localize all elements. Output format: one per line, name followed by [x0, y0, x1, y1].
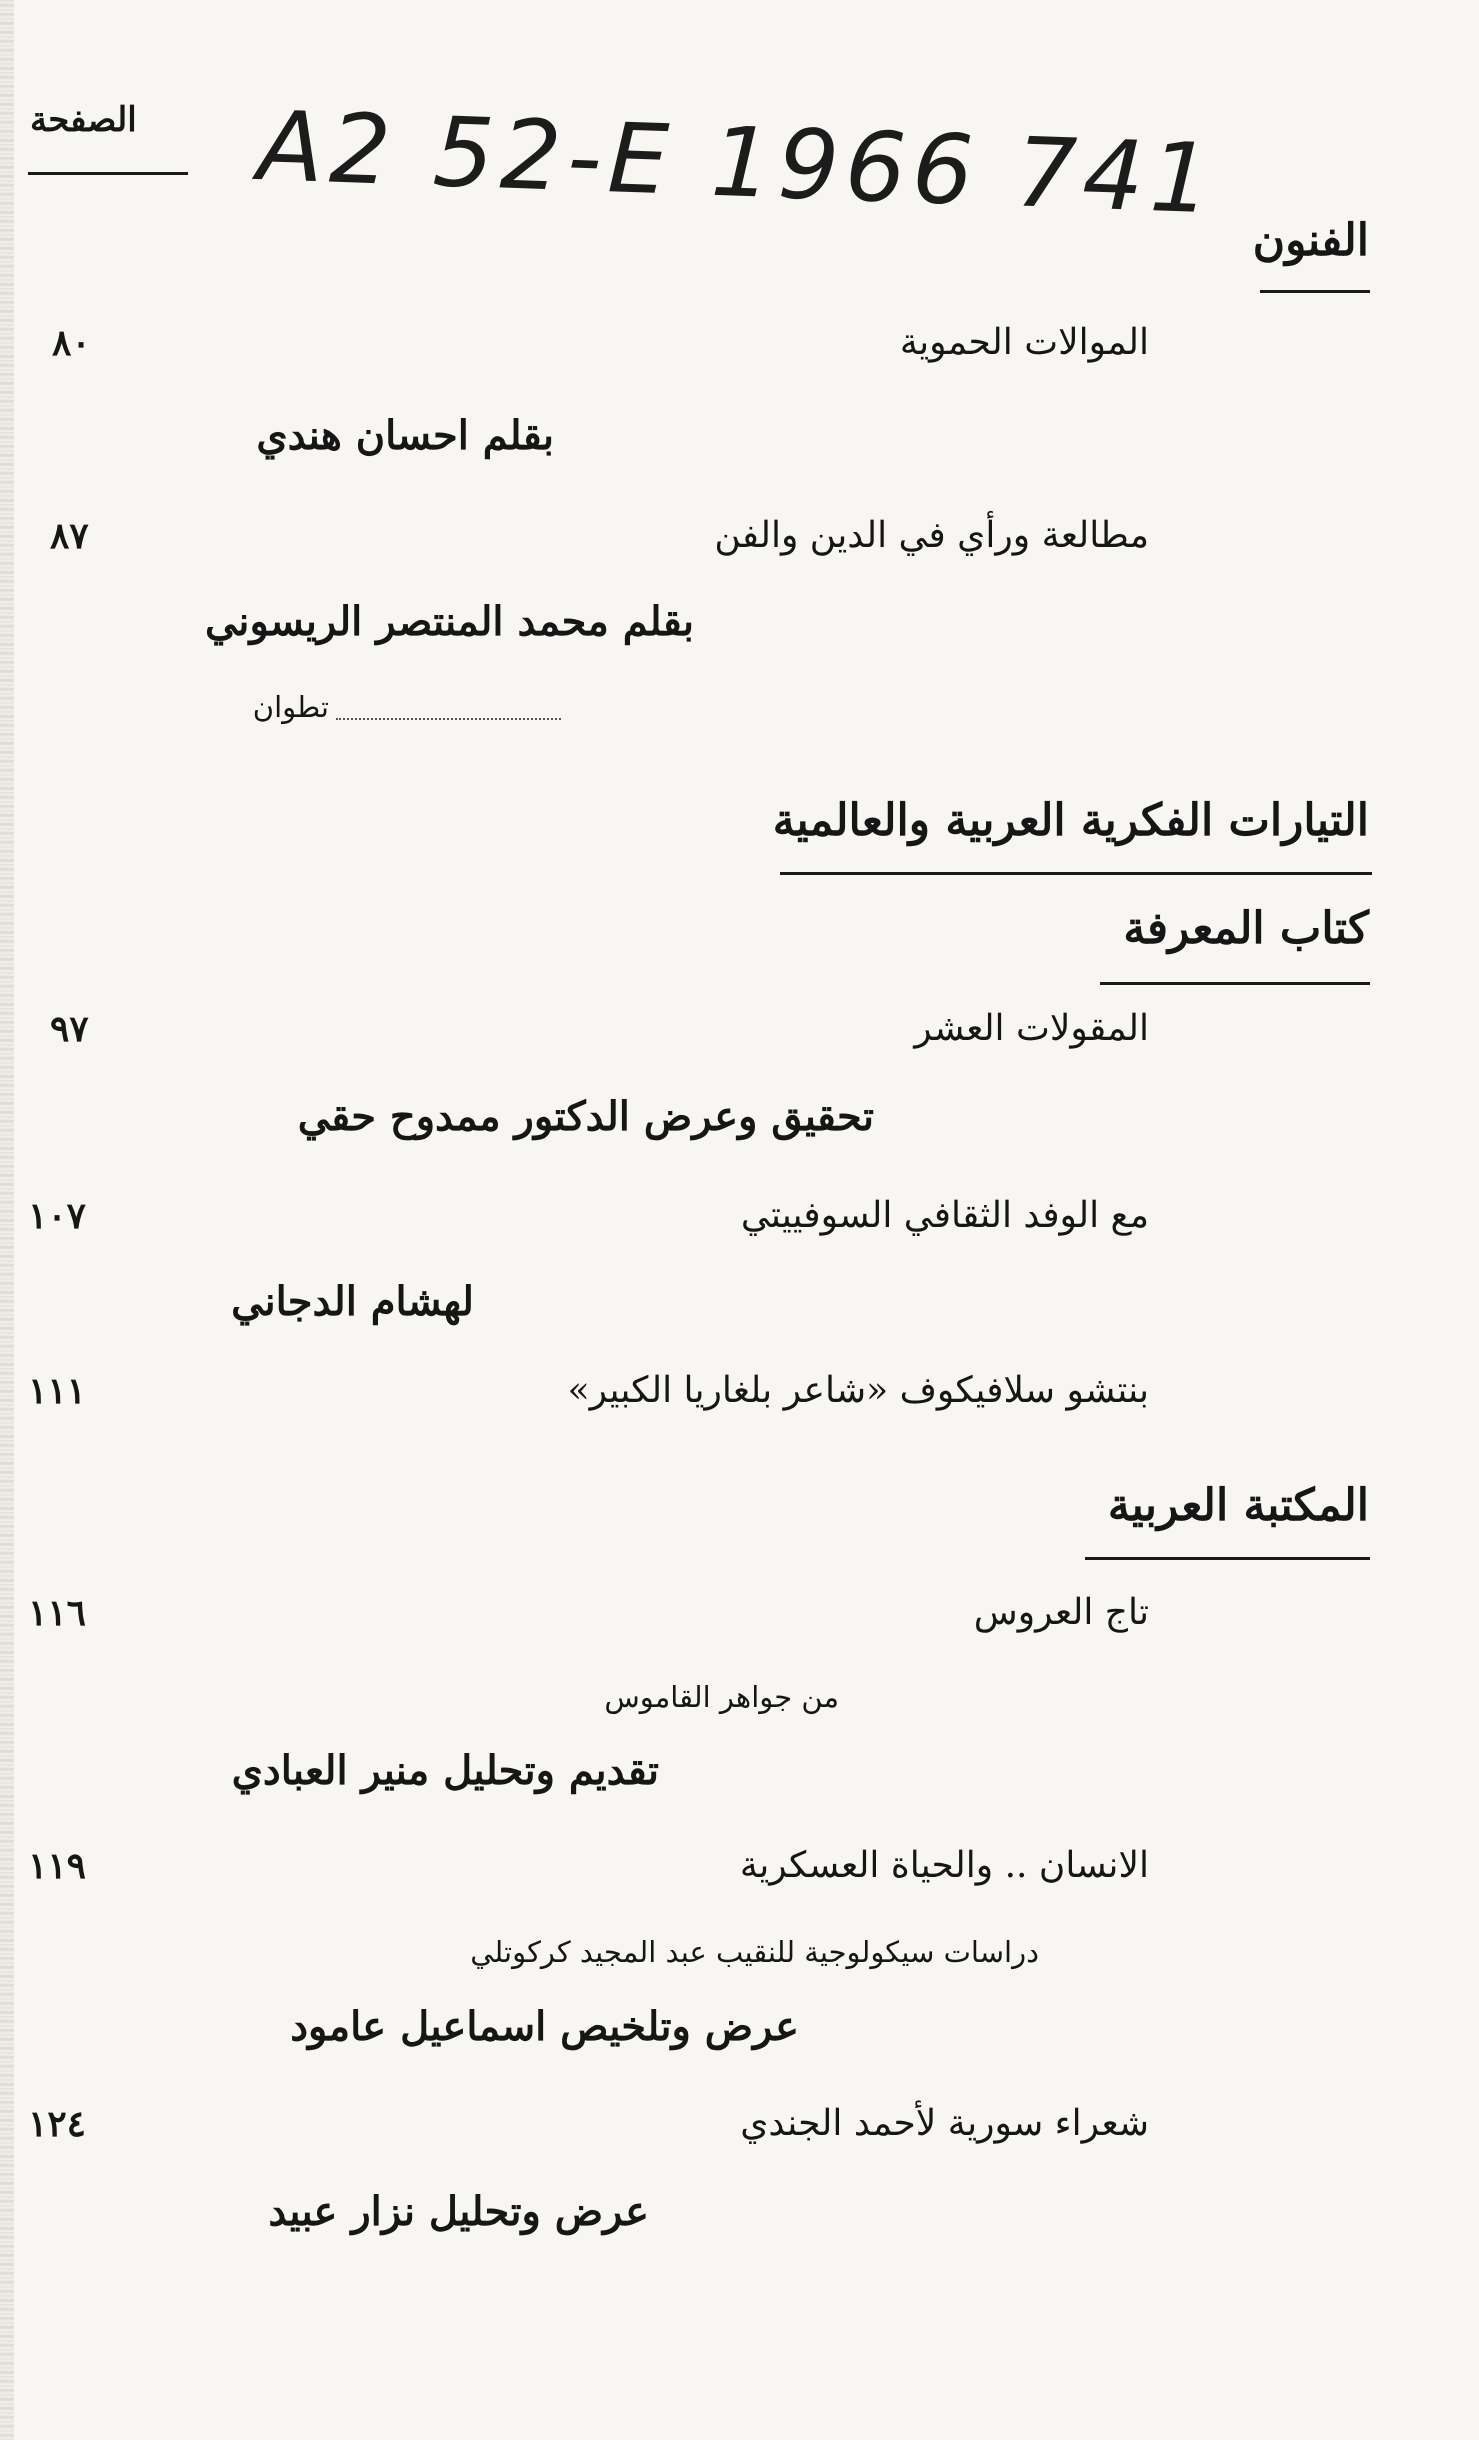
- entry-title: مطالعة ورأي في الدين والفن: [714, 515, 1149, 556]
- entry-author: عرض وتلخيص اسماعيل عامود: [290, 2003, 799, 2050]
- entry-subtitle: من جواهر القاموس: [604, 1680, 839, 1714]
- entry-author: عرض وتحليل نزار عبيد: [268, 2188, 649, 2235]
- entry-page-number: ١١١: [28, 1370, 87, 1412]
- entry-page-number: ١٢٤: [28, 2103, 87, 2145]
- entry-page-number: ٨٧: [50, 515, 89, 557]
- entry-title: تاج العروس: [973, 1592, 1149, 1633]
- page-column-underline: [28, 172, 188, 175]
- section-title: كتاب المعرفة: [1123, 903, 1369, 954]
- handwritten-note: A2 52-E 1966 741: [256, 90, 1219, 236]
- section-title: التيارات الفكرية العربية والعالمية: [772, 795, 1369, 846]
- entry-title: الانسان .. والحياة العسكرية: [739, 1845, 1149, 1886]
- entry-title: مع الوفد الثقافي السوفييتي: [740, 1195, 1149, 1236]
- entry-page-number: ١١٩: [28, 1845, 87, 1887]
- entry-title: الموالات الحموية: [899, 322, 1149, 363]
- entry-page-number: ١٠٧: [28, 1195, 87, 1237]
- entry-page-number: ١١٦: [28, 1592, 87, 1634]
- entry-author: بقلم احسان هندي: [256, 412, 554, 459]
- section-title: الفنون: [1252, 215, 1369, 266]
- dotted-leader: [336, 718, 561, 720]
- entry-place: تطوان: [252, 690, 329, 724]
- entry-author: لهشام الدجاني: [231, 1278, 474, 1325]
- entry-title: المقولات العشر: [914, 1008, 1149, 1049]
- section-underline: [1100, 982, 1370, 985]
- scan-edge: [0, 0, 14, 2440]
- section-underline: [780, 872, 1372, 875]
- entry-page-number: ٩٧: [50, 1008, 89, 1050]
- entry-author: بقلم محمد المنتصر الريسوني: [204, 598, 694, 645]
- entry-page-number: ٨٠: [52, 322, 91, 364]
- section-underline: [1260, 290, 1370, 293]
- section-underline: [1085, 1557, 1370, 1560]
- entry-title: بنتشو سلافيكوف «شاعر بلغاريا الكبير»: [567, 1370, 1149, 1411]
- entry-title: شعراء سورية لأحمد الجندي: [740, 2103, 1149, 2144]
- entry-subtitle: دراسات سيكولوجية للنقيب عبد المجيد كركوتلي: [470, 1935, 1039, 1969]
- entry-author: تحقيق وعرض الدكتور ممدوح حقي: [297, 1093, 874, 1140]
- page-column-label: الصفحة: [30, 100, 137, 140]
- section-title: المكتبة العربية: [1107, 1480, 1369, 1531]
- entry-author: تقديم وتحليل منير العبادي: [231, 1747, 659, 1794]
